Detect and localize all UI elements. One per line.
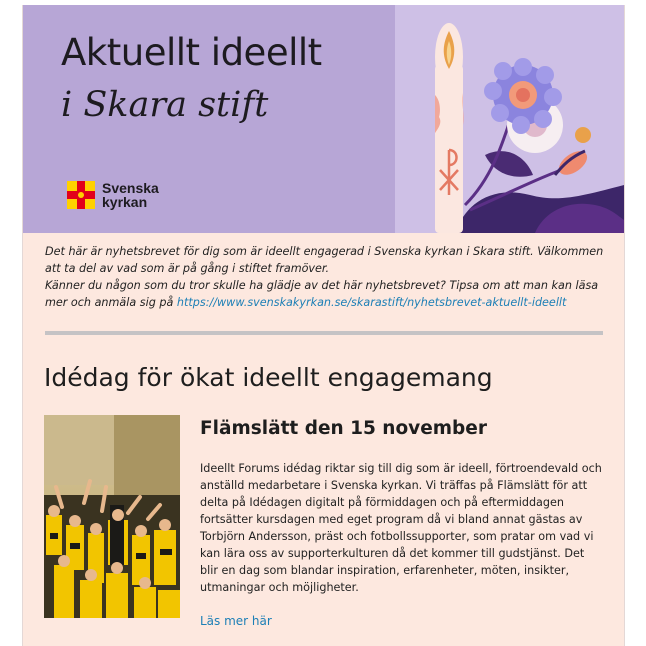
newsletter — [22, 5, 625, 646]
candle-flower-illustration — [395, 5, 624, 233]
intro-text — [45, 243, 605, 311]
newsletter-subtitle: i Skara stift — [61, 85, 269, 125]
intro-paragraph-1: Det här är nyhetsbrevet för dig som är ideellt engagerad i Svenska kyrkan i Skara stift. Välkommen att ta del av vad som är på gång i stiftet framöver. — [45, 245, 604, 275]
intro-paragraph-2 — [45, 277, 605, 311]
newsletter-title: Aktuellt ideellt — [61, 31, 322, 74]
newsletter-signup-link[interactable]: https://www.svenskakyrkan.se/skarastift/nyhetsbrevet-aktuellt-ideellt — [176, 296, 567, 309]
section-divider — [45, 331, 603, 335]
brand-name-line2: kyrkan — [102, 194, 148, 210]
article-title: Flämslätt den 15 november — [200, 418, 487, 439]
article-photo — [44, 415, 180, 618]
church-cross-logo-icon — [67, 181, 95, 209]
newsletter-header — [23, 5, 624, 233]
section-heading: Idédag för ökat ideellt engagemang — [44, 363, 493, 392]
intro-paragraph-2-text: Känner du någon som du tror skulle ha glädje av det här nyhetsbrevet? Tipsa om att man kan läsa mer och anmäla sig på — [45, 279, 599, 309]
read-more-link[interactable]: Läs mer här — [200, 614, 272, 628]
supporters-crowd-image — [44, 415, 180, 618]
brand-name-line1: Svenska — [102, 180, 159, 196]
article-body: Ideellt Forums idédag riktar sig till dig som är ideell, förtroendevald och anställd medarbetare i Svenska kyrkan. Vi träffas på Flämslätt för att delta på Idédagen digitalt på förmiddagen och på eftermiddagen fortsätter kursdagen med eget program då vi bland annat gästas av Torbjörn Andersson, präst och fotbollssupporter, som pratar om vad vi kan lära oss av supporterkulturen då det kommer till gudstjänst. Det blir en dag som blandar inspiration, erfarenheter, möten, insikter, utmaningar och möjligheter. — [200, 462, 602, 594]
brand-name — [102, 181, 172, 209]
